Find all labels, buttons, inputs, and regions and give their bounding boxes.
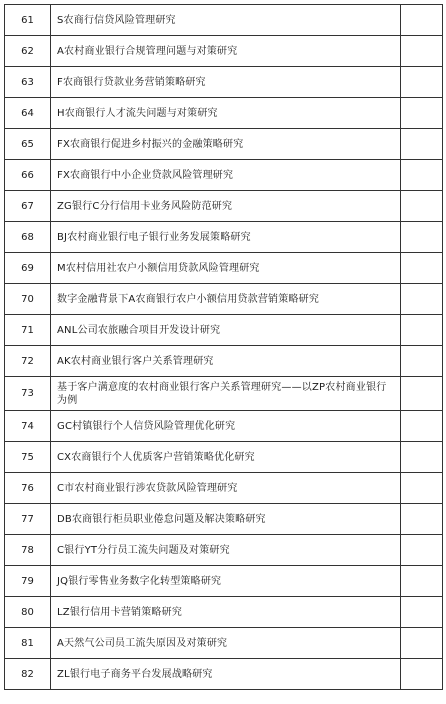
topic-title: M农村信用社农户小额信用贷款风险管理研究 xyxy=(51,253,401,284)
row-number: 67 xyxy=(5,191,51,222)
row-number: 64 xyxy=(5,98,51,129)
table-row xyxy=(5,628,443,659)
row-number: 69 xyxy=(5,253,51,284)
row-number: 63 xyxy=(5,67,51,98)
table-row xyxy=(5,411,443,442)
topic-title: S农商行信贷风险管理研究 xyxy=(51,5,401,36)
empty-cell xyxy=(401,253,443,284)
table-row xyxy=(5,222,443,253)
empty-cell xyxy=(401,411,443,442)
topic-table-body xyxy=(5,5,443,690)
empty-cell xyxy=(401,377,443,411)
empty-cell xyxy=(401,67,443,98)
topic-title: 数字金融背景下A农商银行农户小额信用贷款营销策略研究 xyxy=(51,284,401,315)
topic-title: C银行YT分行员工流失问题及对策研究 xyxy=(51,535,401,566)
empty-cell xyxy=(401,98,443,129)
table-row xyxy=(5,535,443,566)
row-number: 82 xyxy=(5,659,51,690)
empty-cell xyxy=(401,222,443,253)
row-number: 71 xyxy=(5,315,51,346)
topic-title: ZL银行电子商务平台发展战略研究 xyxy=(51,659,401,690)
row-number: 80 xyxy=(5,597,51,628)
row-number: 61 xyxy=(5,5,51,36)
row-number: 75 xyxy=(5,442,51,473)
table-row xyxy=(5,442,443,473)
row-number: 81 xyxy=(5,628,51,659)
empty-cell xyxy=(401,628,443,659)
table-row xyxy=(5,129,443,160)
topic-title: 基于客户满意度的农村商业银行客户关系管理研究——以ZP农村商业银行为例 xyxy=(51,377,401,411)
table-row xyxy=(5,5,443,36)
empty-cell xyxy=(401,504,443,535)
row-number: 78 xyxy=(5,535,51,566)
table-row xyxy=(5,659,443,690)
topic-title: GC村镇银行个人信贷风险管理优化研究 xyxy=(51,411,401,442)
topic-title: JQ银行零售业务数字化转型策略研究 xyxy=(51,566,401,597)
row-number: 79 xyxy=(5,566,51,597)
topic-title: FX农商银行促进乡村振兴的金融策略研究 xyxy=(51,129,401,160)
table-row xyxy=(5,346,443,377)
topic-title: F农商银行贷款业务营销策略研究 xyxy=(51,67,401,98)
table-row xyxy=(5,597,443,628)
topic-title: A农村商业银行合规管理问题与对策研究 xyxy=(51,36,401,67)
table-row xyxy=(5,98,443,129)
row-number: 72 xyxy=(5,346,51,377)
topic-title: ZG银行C分行信用卡业务风险防范研究 xyxy=(51,191,401,222)
row-number: 66 xyxy=(5,160,51,191)
topic-title: LZ银行信用卡营销策略研究 xyxy=(51,597,401,628)
table-row xyxy=(5,473,443,504)
table-row xyxy=(5,504,443,535)
empty-cell xyxy=(401,566,443,597)
row-number: 65 xyxy=(5,129,51,160)
row-number: 74 xyxy=(5,411,51,442)
row-number: 62 xyxy=(5,36,51,67)
row-number: 77 xyxy=(5,504,51,535)
topic-title: DB农商银行柜员职业倦怠问题及解决策略研究 xyxy=(51,504,401,535)
empty-cell xyxy=(401,473,443,504)
table-row xyxy=(5,284,443,315)
empty-cell xyxy=(401,535,443,566)
row-number: 70 xyxy=(5,284,51,315)
topic-title: FX农商银行中小企业贷款风险管理研究 xyxy=(51,160,401,191)
table-row xyxy=(5,315,443,346)
topic-title: H农商银行人才流失问题与对策研究 xyxy=(51,98,401,129)
empty-cell xyxy=(401,191,443,222)
empty-cell xyxy=(401,5,443,36)
row-number: 73 xyxy=(5,377,51,411)
table-row xyxy=(5,67,443,98)
empty-cell xyxy=(401,442,443,473)
empty-cell xyxy=(401,659,443,690)
row-number: 68 xyxy=(5,222,51,253)
topic-title: AK农村商业银行客户关系管理研究 xyxy=(51,346,401,377)
empty-cell xyxy=(401,346,443,377)
topic-title: C市农村商业银行涉农贷款风险管理研究 xyxy=(51,473,401,504)
table-row xyxy=(5,253,443,284)
topic-title: A天然气公司员工流失原因及对策研究 xyxy=(51,628,401,659)
empty-cell xyxy=(401,129,443,160)
table-row xyxy=(5,36,443,67)
table-row xyxy=(5,191,443,222)
table-row xyxy=(5,160,443,191)
table-row xyxy=(5,566,443,597)
empty-cell xyxy=(401,284,443,315)
topic-title: CX农商银行个人优质客户营销策略优化研究 xyxy=(51,442,401,473)
row-number: 76 xyxy=(5,473,51,504)
topic-title: BJ农村商业银行电子银行业务发展策略研究 xyxy=(51,222,401,253)
empty-cell xyxy=(401,315,443,346)
empty-cell xyxy=(401,160,443,191)
empty-cell xyxy=(401,597,443,628)
empty-cell xyxy=(401,36,443,67)
table-row xyxy=(5,377,443,411)
topic-table xyxy=(4,4,443,690)
topic-title: ANL公司农旅融合项目开发设计研究 xyxy=(51,315,401,346)
